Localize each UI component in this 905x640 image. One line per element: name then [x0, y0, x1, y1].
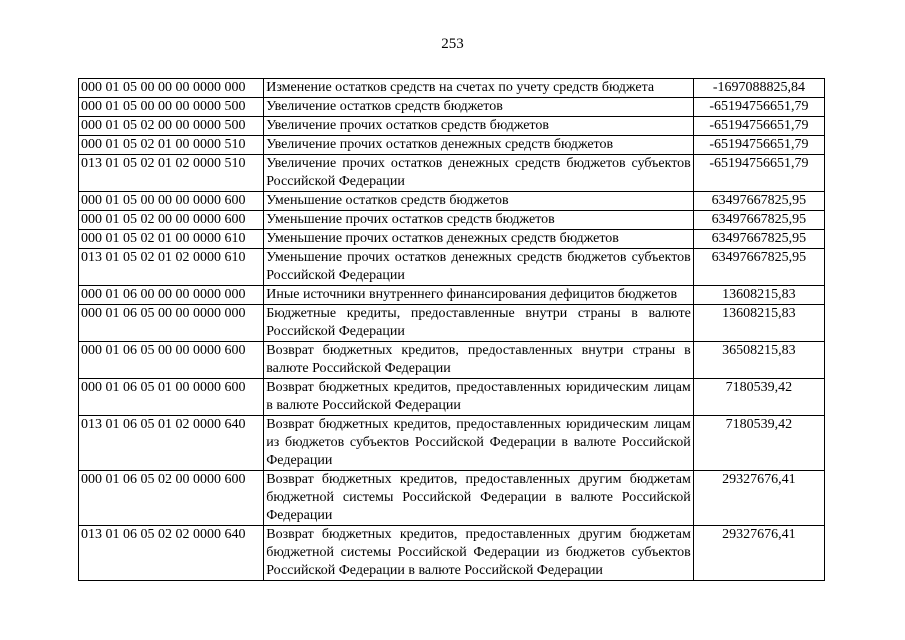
table-row [79, 305, 825, 342]
table-row [79, 79, 825, 98]
amount-cell: 36508215,83 [693, 342, 824, 379]
budget-code-cell: 000 01 06 05 00 00 0000 000 [79, 305, 264, 342]
description-cell: Возврат бюджетных кредитов, предоставленных другим бюджетам бюджетной системы Российской Федерации из бюджетов субъектов Российской Федерации в валюте Российской Федерации [264, 526, 694, 581]
amount-cell: 7180539,42 [693, 416, 824, 471]
budget-table-body [79, 79, 825, 581]
table-row [79, 342, 825, 379]
table-row [79, 379, 825, 416]
amount-cell: 29327676,41 [693, 526, 824, 581]
description-cell: Возврат бюджетных кредитов, предоставленных другим бюджетам бюджетной системы Российской Федерации в валюте Российской Федерации [264, 471, 694, 526]
amount-cell: 63497667825,95 [693, 249, 824, 286]
description-cell: Возврат бюджетных кредитов, предоставленных юридическим лицам в валюте Российской Федерации [264, 379, 694, 416]
amount-cell: 13608215,83 [693, 305, 824, 342]
description-cell: Уменьшение прочих остатков денежных средств бюджетов [264, 230, 694, 249]
description-cell: Уменьшение прочих остатков средств бюджетов [264, 211, 694, 230]
description-cell: Увеличение остатков средств бюджетов [264, 98, 694, 117]
budget-code-cell: 013 01 06 05 02 02 0000 640 [79, 526, 264, 581]
amount-cell: 63497667825,95 [693, 192, 824, 211]
amount-cell: -65194756651,79 [693, 98, 824, 117]
amount-cell: -1697088825,84 [693, 79, 824, 98]
amount-cell: 29327676,41 [693, 471, 824, 526]
table-row [79, 98, 825, 117]
description-cell: Уменьшение остатков средств бюджетов [264, 192, 694, 211]
budget-code-cell: 000 01 06 05 01 00 0000 600 [79, 379, 264, 416]
budget-code-cell: 013 01 05 02 01 02 0000 510 [79, 155, 264, 192]
description-cell: Увеличение прочих остатков денежных средств бюджетов [264, 136, 694, 155]
amount-cell: 63497667825,95 [693, 211, 824, 230]
budget-code-cell: 000 01 05 02 01 00 0000 510 [79, 136, 264, 155]
table-row [79, 249, 825, 286]
table-row [79, 155, 825, 192]
budget-sources-table [78, 78, 825, 581]
budget-code-cell: 000 01 06 05 02 00 0000 600 [79, 471, 264, 526]
table-row [79, 230, 825, 249]
description-cell: Уменьшение прочих остатков денежных средств бюджетов субъектов Российской Федерации [264, 249, 694, 286]
budget-code-cell: 000 01 05 00 00 00 0000 000 [79, 79, 264, 98]
description-cell: Возврат бюджетных кредитов, предоставленных внутри страны в валюте Российской Федерации [264, 342, 694, 379]
budget-code-cell: 000 01 05 02 00 00 0000 500 [79, 117, 264, 136]
budget-code-cell: 000 01 06 00 00 00 0000 000 [79, 286, 264, 305]
table-row [79, 471, 825, 526]
amount-cell: -65194756651,79 [693, 117, 824, 136]
table-row [79, 192, 825, 211]
amount-cell: -65194756651,79 [693, 136, 824, 155]
budget-code-cell: 013 01 06 05 01 02 0000 640 [79, 416, 264, 471]
description-cell: Иные источники внутреннего финансирования дефицитов бюджетов [264, 286, 694, 305]
budget-code-cell: 000 01 05 00 00 00 0000 600 [79, 192, 264, 211]
budget-code-cell: 000 01 06 05 00 00 0000 600 [79, 342, 264, 379]
table-row [79, 211, 825, 230]
budget-code-cell: 000 01 05 02 01 00 0000 610 [79, 230, 264, 249]
budget-code-cell: 000 01 05 02 00 00 0000 600 [79, 211, 264, 230]
description-cell: Увеличение прочих остатков денежных средств бюджетов субъектов Российской Федерации [264, 155, 694, 192]
budget-code-cell: 000 01 05 00 00 00 0000 500 [79, 98, 264, 117]
table-row [79, 526, 825, 581]
amount-cell: 13608215,83 [693, 286, 824, 305]
table-row [79, 117, 825, 136]
table-row [79, 286, 825, 305]
description-cell: Изменение остатков средств на счетах по учету средств бюджета [264, 79, 694, 98]
amount-cell: 7180539,42 [693, 379, 824, 416]
amount-cell: -65194756651,79 [693, 155, 824, 192]
budget-code-cell: 013 01 05 02 01 02 0000 610 [79, 249, 264, 286]
description-cell: Увеличение прочих остатков средств бюджетов [264, 117, 694, 136]
description-cell: Бюджетные кредиты, предоставленные внутри страны в валюте Российской Федерации [264, 305, 694, 342]
page-number: 253 [441, 36, 464, 52]
table-row [79, 136, 825, 155]
amount-cell: 63497667825,95 [693, 230, 824, 249]
description-cell: Возврат бюджетных кредитов, предоставленных юридическим лицам из бюджетов субъектов Российской Федерации в валюте Российской Федерации [264, 416, 694, 471]
table-row [79, 416, 825, 471]
